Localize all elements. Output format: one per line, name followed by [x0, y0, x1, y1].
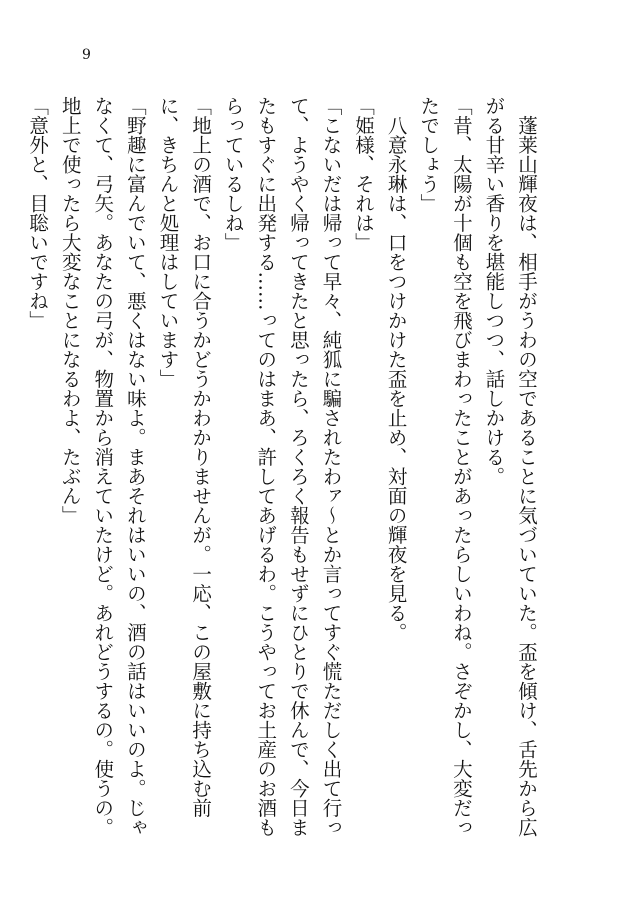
paragraph: 「意外と、目聡いですね」 [26, 96, 50, 330]
paragraph: 「昔、太陽が十個も空を飛びまわったことがあったらしいわね。さぞかし、大変だったでしょう」 [417, 96, 473, 837]
paragraph: 八意永琳は、口をつけかけた盃を止め、対面の輝夜を見る。 [384, 96, 408, 642]
paragraph: 「野趣に富んでいて、悪くはない味よ。まあそれはいいの、酒の話はいいのよ。じゃなくて、弓矢。あなたの弓が、物置から消えていたけど。あれどうするの。使うの。地上で使ったら大変なことになるわよ、たぶん」 [58, 96, 147, 837]
paragraph: 「姫様、それは」 [352, 96, 376, 252]
body-text [21, 96, 543, 856]
page-number: 9 [82, 47, 91, 63]
paragraph: 蓬莱山輝夜は、相手がうわの空であることに気づいていた。盃を傾け、舌先から広がる甘辛い香りを堪能しつつ、話しかける。 [482, 96, 538, 837]
paragraph: 「地上の酒で、お口に合うかどうかわかりませんが。一応、この屋敷に持ち込む前に、きちんと処理はしています」 [156, 96, 213, 818]
paragraph: 「こないだは帰って早々、純狐に騙されたわァ〜とか言ってすぐ慌ただしく出て行って、ようやく帰ってきたと思ったら、ろくろく報告もせずにひとりで休んで、今日またもすぐに出発する……ってのはまあ、許してあげるわ。こうやってお土産のお酒もらっているしね」 [221, 96, 343, 837]
